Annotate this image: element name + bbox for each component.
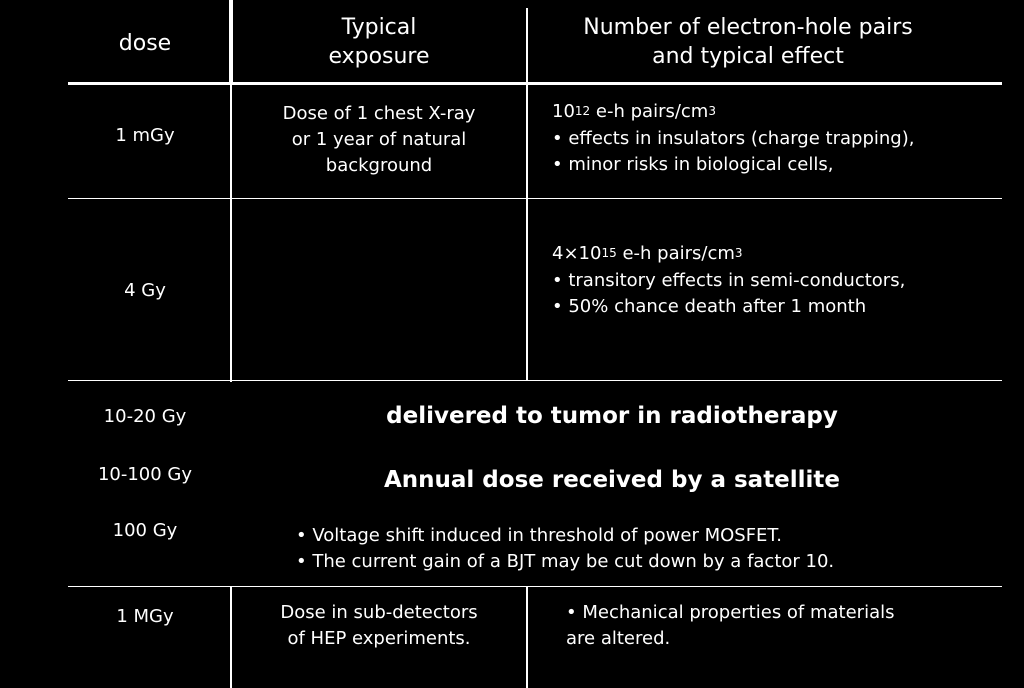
row-1mgy-exposure-line2: or 1 year of natural	[291, 129, 467, 150]
header-rule	[68, 82, 1002, 85]
row-1mgy-big-exposure	[232, 598, 526, 654]
row-1mgy-dose	[60, 110, 230, 160]
header-effect-line2: and typical effect	[652, 44, 844, 69]
row-100gy-dose	[60, 510, 230, 550]
row-10-20gy-text	[232, 394, 992, 438]
row-rule-5	[68, 586, 1002, 587]
row-10-100gy-dose-label: 10-100 Gy	[97, 463, 193, 485]
row-1mgy-exposure	[232, 100, 526, 180]
header-dose	[60, 20, 230, 66]
row-1mgy-big-effect	[566, 598, 1006, 654]
row-1mgy-big-bullet-2: are altered.	[566, 628, 671, 649]
row-1mgy-pairs-exp: 12	[574, 103, 591, 118]
row-10-20gy-dose-label: 10-20 Gy	[103, 405, 187, 427]
header-exposure	[232, 12, 526, 72]
row-4gy-dose	[60, 265, 230, 315]
row-rule-1	[68, 198, 1002, 199]
row-1mgy-pairs	[552, 99, 914, 126]
row-4gy-pairs-unit-exp: 3	[734, 245, 743, 260]
row-4gy-bullet-1: • transitory effects in semi-conductors,	[552, 269, 906, 291]
row-1mgy-big-bullet-1: • Mechanical properties of materials	[566, 602, 895, 623]
row-1mgy-big-dose	[60, 596, 230, 636]
row-10-100gy-dose	[60, 454, 230, 494]
header-exposure-line2: exposure	[328, 44, 430, 69]
header-effect	[528, 12, 968, 72]
row-4gy-bullet-2: • 50% chance death after 1 month	[552, 295, 867, 317]
header-dose-label: dose	[118, 30, 172, 56]
row-10-100gy-text-label: Annual dose received by a satellite	[383, 467, 841, 493]
row-1mgy-dose-label: 1 mGy	[115, 124, 175, 146]
row-4gy-pairs	[552, 241, 905, 268]
row-1mgy-exposure-line3: background	[325, 155, 433, 176]
row-1mgy-pairs-unit-exp: 3	[708, 103, 716, 118]
row-100gy-bullet-2: • The current gain of a BJT may be cut down by a factor 10.	[296, 551, 835, 572]
header-effect-line1: Number of electron-hole pairs	[583, 15, 913, 40]
vertical-divider-bottom-2	[526, 586, 528, 688]
row-4gy-pairs-base: 4×10	[552, 242, 602, 264]
row-1mgy-big-exposure-line2: of HEP experiments.	[287, 628, 471, 649]
row-rule-2	[68, 380, 1002, 381]
row-4gy-dose-label: 4 Gy	[124, 279, 166, 301]
row-1mgy-pairs-base: 10	[552, 100, 575, 122]
row-100gy-dose-label: 100 Gy	[112, 519, 178, 541]
row-100gy-bullet-1: • Voltage shift induced in threshold of power MOSFET.	[296, 525, 783, 546]
row-1mgy-bullet-2: • minor risks in biological cells,	[552, 153, 834, 175]
row-1mgy-exposure-line1: Dose of 1 chest X-ray	[282, 103, 476, 124]
row-4gy-pairs-unit: e-h pairs/cm	[616, 242, 735, 264]
header-exposure-line1: Typical	[341, 15, 417, 40]
row-100gy-effect	[296, 520, 996, 578]
row-1mgy-big-dose-label: 1 MGy	[116, 605, 174, 627]
row-10-20gy-dose	[60, 396, 230, 436]
row-1mgy-big-exposure-line1: Dose in sub-detectors	[280, 602, 478, 623]
row-1mgy-effect	[552, 96, 1012, 180]
row-10-100gy-text	[232, 458, 992, 502]
row-10-20gy-text-label: delivered to tumor in radiotherapy	[386, 403, 838, 429]
row-1mgy-bullet-1: • effects in insulators (charge trapping),	[552, 127, 915, 149]
row-4gy-pairs-exp: 15	[601, 245, 617, 260]
row-1mgy-pairs-unit: e-h pairs/cm	[590, 100, 709, 122]
row-4gy-effect	[552, 238, 1012, 322]
